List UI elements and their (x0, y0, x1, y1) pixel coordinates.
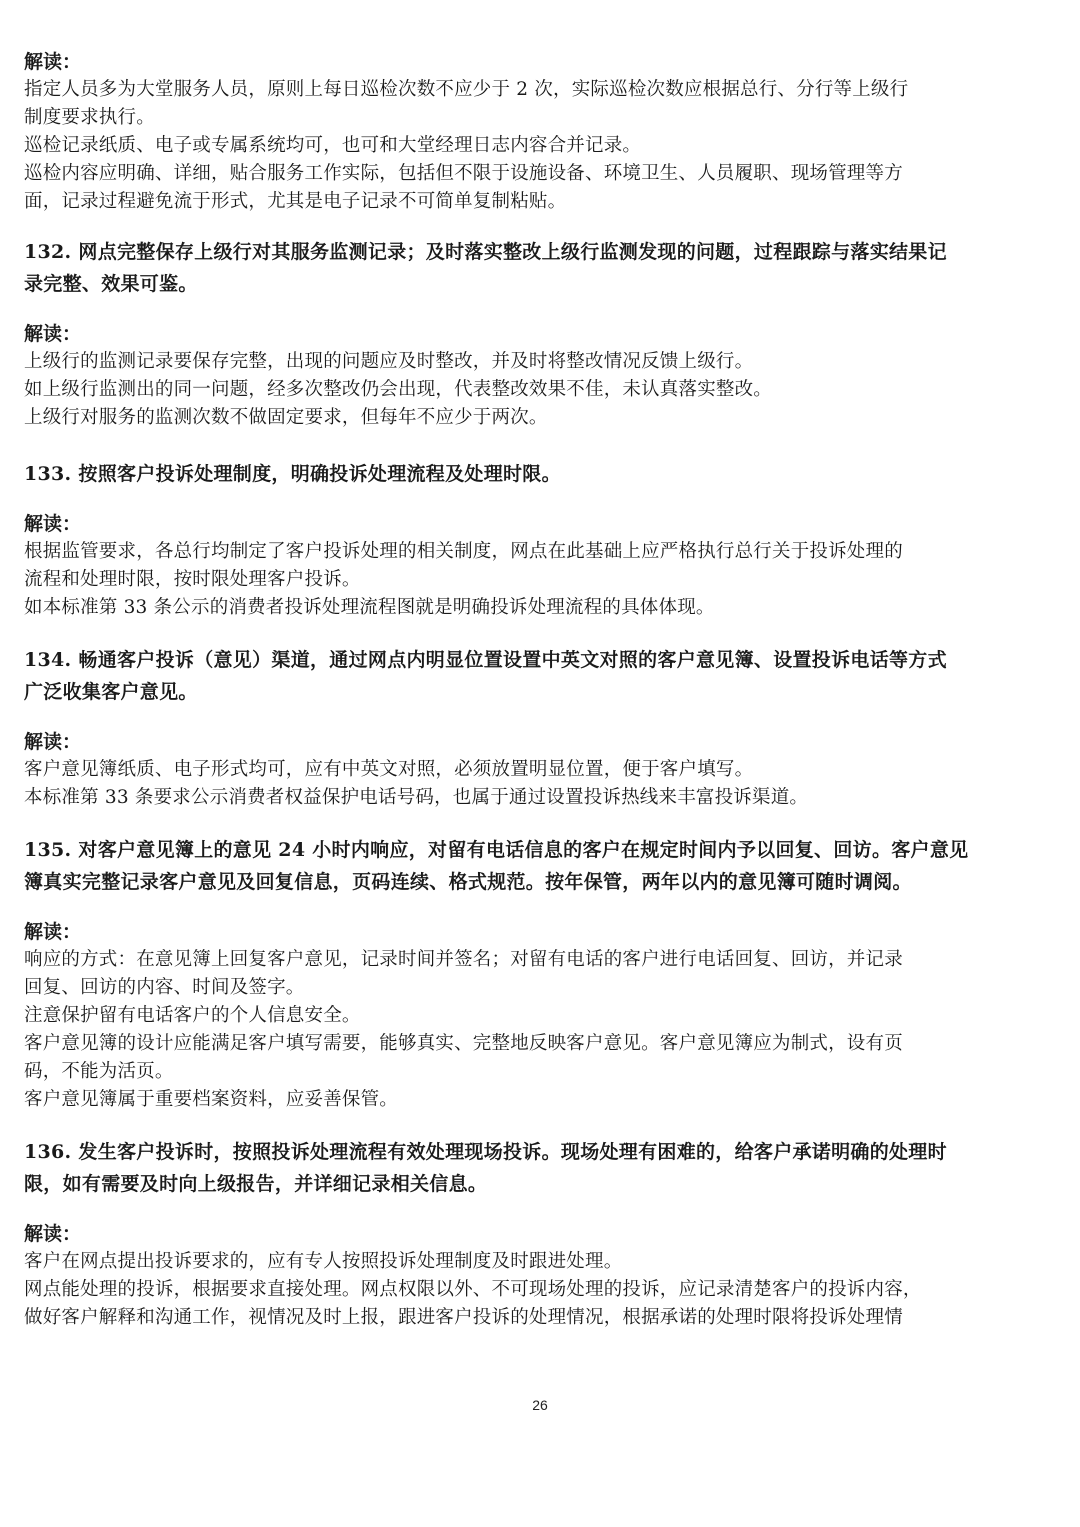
interpretation-label: 解读： (24, 1223, 82, 1245)
interpretation-section (24, 728, 1058, 812)
page-number: 26 (532, 1397, 548, 1413)
body-line: 客户意见簿属于重要档案资料，应妥善保管。 (24, 1089, 399, 1110)
body-line: 巡检记录纸质、电子或专属系统均可，也可和大堂经理日志内容合并记录。 (24, 135, 642, 156)
item-heading: 132. 网点完整保存上级行对其服务监测记录；及时落实整改上级行监测发现的问题，过程跟踪与落实结果记 (24, 241, 947, 263)
body-line: 流程和处理时限，按时限处理客户投诉。 (24, 569, 361, 590)
standard-item-133 (24, 458, 1058, 622)
standard-item-132 (24, 236, 1058, 432)
body-line: 做好客户解释和沟通工作，视情况及时上报，跟进客户投诉的处理情况，根据承诺的处理时限将投诉处理情 (24, 1307, 903, 1328)
body-line: 响应的方式：在意见簿上回复客户意见，记录时间并签名；对留有电话的客户进行电话回复、回访，并记录 (24, 949, 903, 970)
body-line: 上级行的监测记录要保存完整，出现的问题应及时整改，并及时将整改情况反馈上级行。 (24, 351, 754, 372)
item-heading: 135. 对客户意见簿上的意见 24 小时内响应，对留有电话信息的客户在规定时间内予以回复、回访。客户意见 (24, 839, 969, 861)
body-line: 客户意见簿的设计应能满足客户填写需要，能够真实、完整地反映客户意见。客户意见簿应为制式，设有页 (24, 1033, 903, 1054)
body-line: 注意保护留有电话客户的个人信息安全。 (24, 1005, 361, 1026)
interpretation-section (24, 918, 1058, 1114)
item-heading: 134. 畅通客户投诉（意见）渠道，通过网点内明显位置设置中英文对照的客户意见簿、设置投诉电话等方式 (24, 649, 947, 671)
standard-item-136 (24, 1136, 1058, 1332)
item-heading: 限，如有需要及时向上级报告，并详细记录相关信息。 (24, 1173, 488, 1195)
interpretation-label: 解读： (24, 731, 82, 753)
document-page (24, 48, 1058, 1332)
body-line: 指定人员多为大堂服务人员，原则上每日巡检次数不应少于 2 次，实际巡检次数应根据总行、分行等上级行 (24, 79, 909, 100)
item-heading: 136. 发生客户投诉时，按照投诉处理流程有效处理现场投诉。现场处理有困难的，给客户承诺明确的处理时 (24, 1141, 947, 1163)
interpretation-section (24, 1220, 1058, 1332)
interpretation-section (24, 320, 1058, 432)
interpretation-label: 解读： (24, 51, 82, 73)
body-line: 面，记录过程避免流于形式，尤其是电子记录不可简单复制粘贴。 (24, 191, 567, 212)
interpretation-label: 解读： (24, 513, 82, 535)
interpretation-section (24, 510, 1058, 622)
body-line: 本标准第 33 条要求公示消费者权益保护电话号码，也属于通过设置投诉热线来丰富投诉渠道。 (24, 787, 809, 808)
body-line: 制度要求执行。 (24, 107, 155, 128)
interpretation-label: 解读： (24, 921, 82, 943)
item-heading: 录完整、效果可鉴。 (24, 273, 198, 295)
body-line: 根据监管要求，各总行均制定了客户投诉处理的相关制度，网点在此基础上应严格执行总行关于投诉处理的 (24, 541, 903, 562)
item-heading: 簿真实完整记录客户意见及回复信息，页码连续、格式规范。按年保管，两年以内的意见簿可随时调阅。 (24, 871, 912, 893)
body-line: 客户在网点提出投诉要求的，应有专人按照投诉处理制度及时跟进处理。 (24, 1251, 623, 1272)
body-line: 回复、回访的内容、时间及签字。 (24, 977, 305, 998)
body-line: 如上级行监测出的同一问题，经多次整改仍会出现，代表整改效果不佳，未认真落实整改。 (24, 379, 773, 400)
body-line: 上级行对服务的监测次数不做固定要求，但每年不应少于两次。 (24, 407, 548, 428)
interpretation-label: 解读： (24, 323, 82, 345)
body-line: 网点能处理的投诉，根据要求直接处理。网点权限以外、不可现场处理的投诉，应记录清楚客户的投诉内容， (24, 1279, 922, 1300)
standard-item-134 (24, 644, 1058, 812)
body-line: 如本标准第 33 条公示的消费者投诉处理流程图就是明确投诉处理流程的具体体现。 (24, 597, 715, 618)
body-line: 客户意见簿纸质、电子形式均可，应有中英文对照，必须放置明显位置，便于客户填写。 (24, 759, 754, 780)
body-line: 码，不能为活页。 (24, 1061, 174, 1082)
standard-item-135 (24, 834, 1058, 1114)
item-heading: 133. 按照客户投诉处理制度，明确投诉处理流程及处理时限。 (24, 463, 561, 485)
item-heading: 广泛收集客户意见。 (24, 681, 198, 703)
interpretation-section (24, 48, 1058, 216)
body-line: 巡检内容应明确、详细，贴合服务工作实际，包括但不限于设施设备、环境卫生、人员履职、现场管理等方 (24, 163, 903, 184)
